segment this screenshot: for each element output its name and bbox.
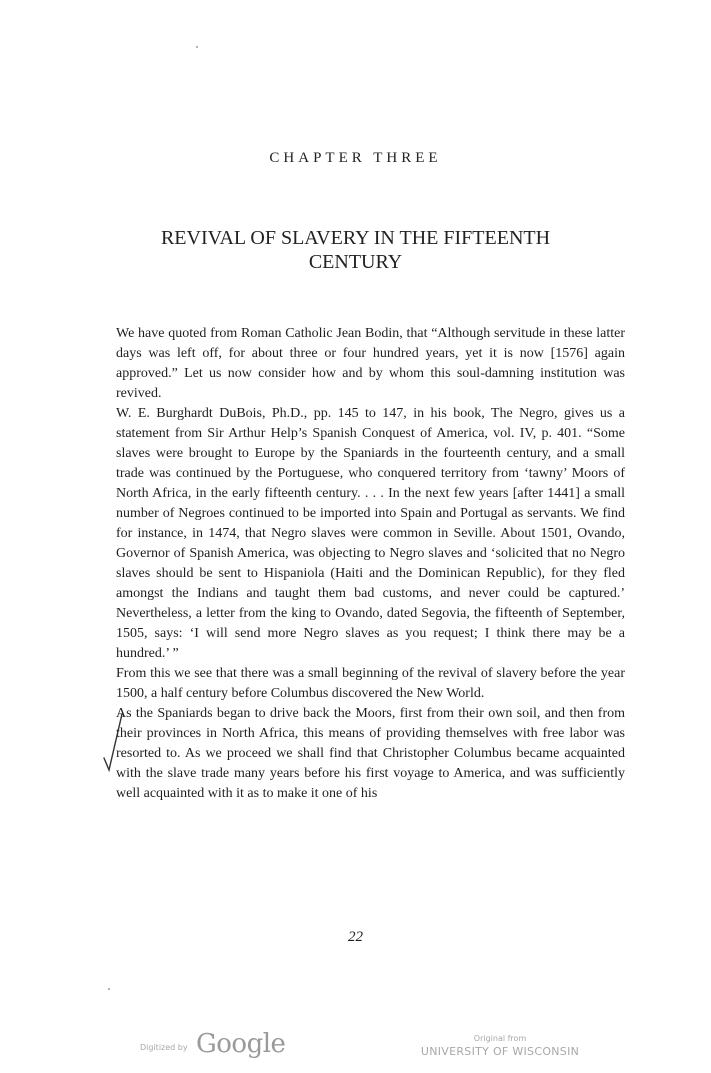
institution-label: UNIVERSITY OF WISCONSIN: [420, 1045, 580, 1058]
page-number: 22: [348, 929, 363, 945]
google-logo: Google: [196, 1029, 286, 1059]
digitized-by-label: Digitized by: [140, 1043, 188, 1052]
handwritten-check-mark: [100, 712, 130, 772]
chapter-title-line-2: CENTURY: [308, 251, 403, 273]
speck-mark: [196, 46, 198, 48]
chapter-label: CHAPTER THREE: [269, 150, 442, 166]
paragraph: W. E. Burghardt DuBois, Ph.D., pp. 145 to 147, in his book, The Negro, gives us a statement from Sir Arthur Help’s Spanish Conquest of America, vol. IV, p. 401. “Some slaves were brought to Europe by the Spaniards in the fourteenth century, and a small trade was continued by the Portuguese, who conquered territory from ‘tawny’ Moors of North Africa, in the early fifteenth century. . . . In the next few years [after 1441] a small number of Negroes continued to be imported into Spain and Portugal as servants. We find for instance, in 1474, that Negro slaves were common in Seville. About 1501, Ovando, Governor of Spanish America, was objecting to Negro slaves and ‘solicited that no Negro slaves should be sent to Hispaniola (Haiti and the Dominican Republic), for they fled amongst the Indians and taught them bad customs, and never could be captured.’ Nevertheless, a letter from the king to Ovando, dated Segovia, the fifteenth of September, 1505, says: ‘I will send more Negro slaves as you request; I think there may be a hundred.’ ”: [116, 406, 625, 661]
body-text: [116, 324, 625, 804]
speck-mark: [108, 988, 110, 990]
paragraph: As the Spaniards began to drive back the Moors, first from their own soil, and then from their provinces in North Africa, this means of providing themselves with free labor was resorted to. As we proceed we shall find that Christopher Columbus became acquainted with the slave trade many years before his first voyage to America, and was sufficiently well acquainted with it as to make it one of his: [116, 706, 625, 801]
paragraph: From this we see that there was a small beginning of the revival of slavery before the year 1500, a half century before Columbus discovered the New World.: [116, 666, 625, 701]
chapter-title-line-1: REVIVAL OF SLAVERY IN THE FIFTEENTH: [160, 227, 551, 249]
chapter-title: [100, 226, 611, 274]
original-from-label: Original from: [473, 1034, 527, 1043]
paragraph: We have quoted from Roman Catholic Jean Bodin, that “Although servitude in these latter days was left off, for about three or four hundred years, yet it is now [1576] again approved.” Let us now consider how and by whom this soul-damning institution was revived.: [116, 326, 625, 401]
